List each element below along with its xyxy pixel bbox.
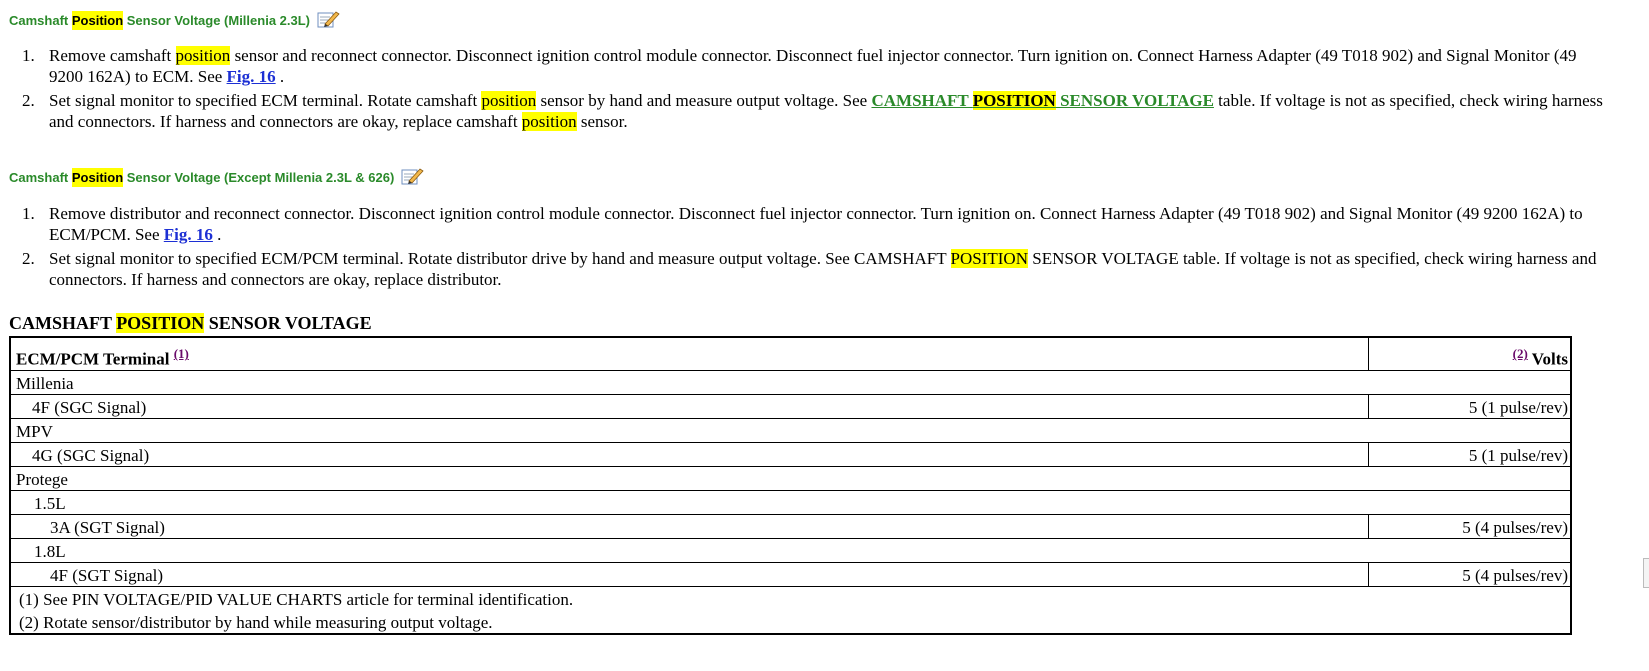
link-text: SENSOR VOLTAGE (1055, 91, 1214, 110)
row-value: 5 (1 pulse/rev) (1369, 443, 1572, 467)
table-row (10, 491, 1571, 515)
heading-text: Sensor Voltage (Except Millenia 2.3L & 626) (123, 170, 395, 185)
step-text: Set signal monitor to specified ECM/PCM terminal. Rotate distributor drive by hand and measure output voltage. See CAMSHAFT (49, 249, 951, 268)
step-text: SENSOR VOLTAGE table. If voltage is not as specified, check wiring harness and connectors. If harness and connectors are okay, replace distributor. (49, 249, 1597, 289)
section-heading-millenia (9, 9, 340, 32)
table-title (9, 313, 372, 334)
title-text: SENSOR VOLTAGE (204, 313, 372, 333)
table-row (10, 371, 1571, 395)
edit-pencil-icon[interactable] (400, 166, 424, 189)
heading-text: Camshaft (9, 13, 72, 28)
header-text: Volts (1527, 350, 1568, 369)
footnote-1-link[interactable]: (1) (173, 346, 189, 362)
table-row (10, 515, 1571, 539)
section-heading-except-millenia (9, 166, 424, 189)
footnote-1: (1) See PIN VOLTAGE/PID VALUE CHARTS article for terminal identification. (10, 587, 1571, 611)
row-value: 5 (4 pulses/rev) (1369, 515, 1572, 539)
row-subgroup-label: 1.8L (10, 539, 1571, 563)
step-text: Remove camshaft (49, 46, 176, 65)
table-row (10, 419, 1571, 443)
step-number: 1. (22, 46, 35, 65)
step-number: 2. (22, 91, 35, 110)
header-text: ECM/PCM Terminal (16, 350, 174, 369)
title-text: CAMSHAFT (9, 313, 117, 333)
heading-text: Camshaft (9, 170, 72, 185)
link-text: CAMSHAFT (871, 91, 973, 110)
table-header-row (10, 337, 1571, 371)
fig-16-link[interactable]: Fig. 16 (226, 67, 276, 86)
steps-list-millenia (0, 45, 1609, 135)
step-text: table. If voltage is not as specified, check wiring harness and connectors. If harness and connectors are okay, replace camshaft (49, 91, 1603, 131)
step-text: . (212, 225, 222, 244)
column-header-terminal (10, 337, 1369, 371)
step-number: 2. (22, 249, 35, 268)
step-item (22, 248, 1609, 290)
row-label: 3A (SGT Signal) (10, 515, 1369, 539)
step-item (22, 90, 1609, 132)
footnote-row (10, 610, 1571, 634)
heading-text: Sensor Voltage (Millenia 2.3L) (123, 13, 310, 28)
step-item (22, 203, 1609, 245)
highlighted-term: POSITION (116, 313, 205, 333)
table-row (10, 395, 1571, 419)
row-value: 5 (4 pulses/rev) (1369, 563, 1572, 587)
footnote-row (10, 587, 1571, 611)
column-header-volts (1369, 337, 1572, 371)
table-row (10, 443, 1571, 467)
highlighted-term: Position (71, 13, 124, 28)
camshaft-position-sensor-voltage-table (9, 336, 1572, 635)
highlighted-term: position (175, 46, 231, 65)
highlighted-term: Position (71, 170, 124, 185)
step-number: 1. (22, 204, 35, 223)
row-group-label: MPV (10, 419, 1571, 443)
step-text: sensor. (576, 112, 628, 131)
step-item (22, 45, 1609, 87)
edit-pencil-icon[interactable] (316, 9, 340, 32)
step-text: Set signal monitor to specified ECM terminal. Rotate camshaft (49, 91, 482, 110)
table-row (10, 467, 1571, 491)
row-label: 4G (SGC Signal) (10, 443, 1369, 467)
camshaft-position-sensor-voltage-link[interactable] (871, 91, 1213, 110)
row-label: 4F (SGT Signal) (10, 563, 1369, 587)
scrollbar-nub[interactable] (1643, 558, 1649, 588)
row-subgroup-label: 1.5L (10, 491, 1571, 515)
step-text: Remove distributor and reconnect connector. Disconnect ignition control module connector. Disconnect fuel injector connector. Turn ignition on. Connect Harness Adapter (49 T018 902) and Signal Monitor (49 9200 162A) to ECM/PCM. See (49, 204, 1583, 244)
footnote-2: (2) Rotate sensor/distributor by hand while measuring output voltage. (19, 613, 493, 632)
row-group-label: Millenia (10, 371, 1571, 395)
highlighted-term: POSITION (972, 91, 1056, 110)
step-text: . (275, 67, 285, 86)
highlighted-term: POSITION (950, 249, 1028, 268)
row-label: 4F (SGC Signal) (10, 395, 1369, 419)
table-row (10, 563, 1571, 587)
fig-16-link[interactable]: Fig. 16 (163, 225, 213, 244)
highlighted-term: position (481, 91, 537, 110)
footnote-2-link[interactable]: (2) (1512, 346, 1528, 362)
row-value: 5 (1 pulse/rev) (1369, 395, 1572, 419)
highlighted-term: position (521, 112, 577, 131)
steps-list-except-millenia (0, 203, 1609, 293)
table-row (10, 539, 1571, 563)
step-text: sensor and reconnect connector. Disconnect ignition control module connector. Disconnect fuel injector connector. Turn ignition on. Connect Harness Adapter (49 T018 902) and Signal Monitor (49 9200 162A) to ECM. See (49, 46, 1577, 86)
step-text: sensor by hand and measure output voltage. See (536, 91, 872, 110)
row-group-label: Protege (10, 467, 1571, 491)
